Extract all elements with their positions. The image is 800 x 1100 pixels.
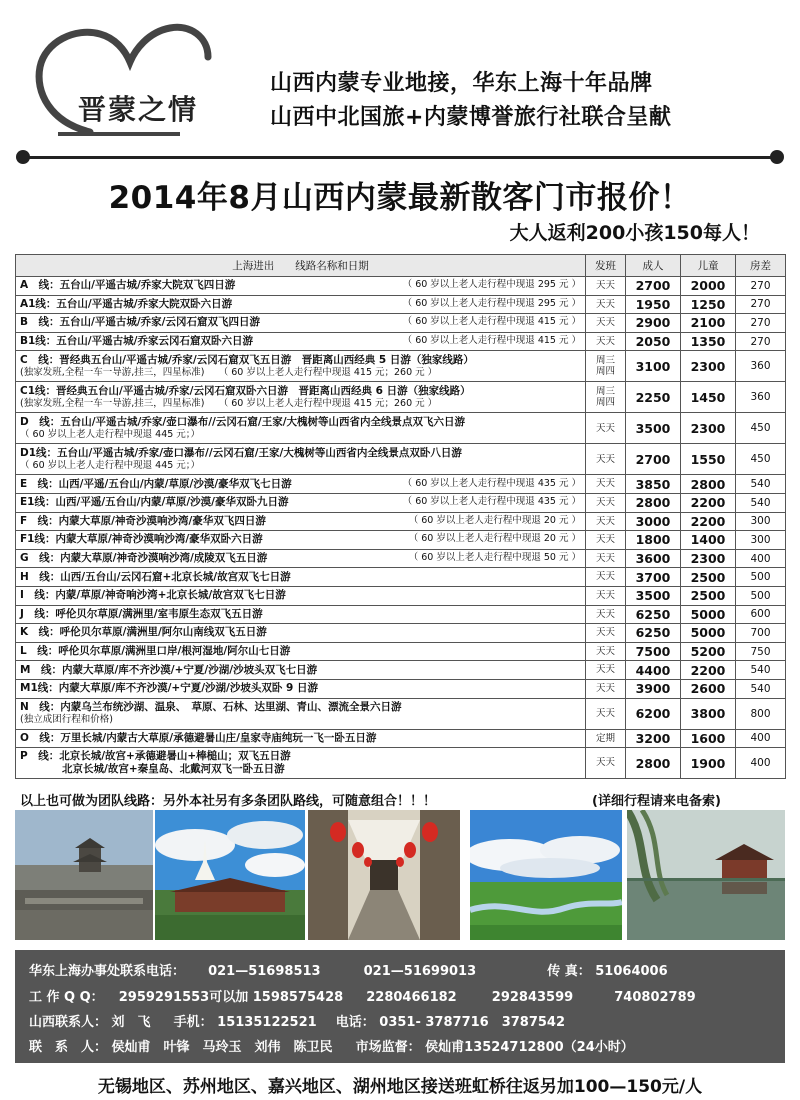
route-cell xyxy=(16,624,586,643)
child-price-cell: 5200 xyxy=(681,642,736,661)
route-cell xyxy=(16,568,586,587)
adult-price-cell: 3700 xyxy=(626,568,681,587)
table-row xyxy=(16,413,786,444)
shanxi-contact-label: 山西联系人： xyxy=(29,1015,108,1030)
table-header-row xyxy=(16,255,786,277)
route-name: J 线：呼伦贝尔草原/满洲里/室韦原生态双飞五日游 xyxy=(20,607,263,620)
supervise-label: 市场监督： xyxy=(355,1040,421,1055)
table-row xyxy=(16,332,786,351)
adult-price-cell: 3100 xyxy=(626,351,681,382)
route-cell xyxy=(16,444,586,475)
table-row xyxy=(16,661,786,680)
adult-price-cell: 2800 xyxy=(626,493,681,512)
child-price-cell: 2200 xyxy=(681,493,736,512)
table-row xyxy=(16,568,786,587)
header-adult: 成人 xyxy=(626,255,681,277)
adult-price-cell: 3000 xyxy=(626,512,681,531)
child-price-cell: 1900 xyxy=(681,748,736,779)
adult-price-cell: 1950 xyxy=(626,295,681,314)
departure-cell: 天天 xyxy=(586,568,626,587)
shanghai-phone-2[interactable]: 021—51699013 xyxy=(363,964,477,979)
route-cell xyxy=(16,475,586,494)
qq-number-1[interactable]: 2959291553可以加 1598575428 xyxy=(118,990,344,1005)
departure-cell: 天天 xyxy=(586,512,626,531)
room-diff-cell: 360 xyxy=(736,382,786,413)
route-cell xyxy=(16,314,586,333)
route-name: A 线：五台山/平遥古城/乔家大院双飞四日游 xyxy=(20,279,236,292)
table-row xyxy=(16,642,786,661)
child-price-cell: 2500 xyxy=(681,586,736,605)
route-name: O 线：万里长城/内蒙古大草原/承德避暑山庄/皇家寺庙纯玩一飞一卧五日游 xyxy=(20,731,377,744)
lake-pavilion-photo xyxy=(627,810,785,940)
adult-price-cell: 2700 xyxy=(626,277,681,296)
departure-cell: 天天 xyxy=(586,277,626,296)
child-price-cell: 2000 xyxy=(681,277,736,296)
route-cell xyxy=(16,549,586,568)
route-name: A1线：五台山/平遥古城/乔家大院双卧六日游 xyxy=(20,297,233,310)
route-note: （ 60 岁以上老人走行程中现退 435 元 ） xyxy=(402,496,581,508)
rebate-text: 大人返利200小孩150每人！ xyxy=(509,222,760,244)
route-name: C 线：晋经典五台山/平遥古城/乔家/云冈石窟双飞五日游 晋距离山西经典 5 日游（独家线路） xyxy=(20,353,474,366)
shuttle-note: 无锡地区、苏州地区、嘉兴地区、湖州地区接送班虹桥往返另加100—150元/人 xyxy=(97,1077,703,1097)
table-row xyxy=(16,444,786,475)
child-price-cell: 5000 xyxy=(681,624,736,643)
route-subtext: （ 60 岁以上老人走行程中现退 445 元；） xyxy=(20,460,201,471)
child-price-cell: 3800 xyxy=(681,698,736,729)
divider-dot-left xyxy=(16,150,30,164)
tagline-2: 山西中北国旅+内蒙博誉旅行社联合呈献 xyxy=(270,105,672,130)
shanxi-contact-name: 刘 飞 xyxy=(111,1015,151,1030)
room-diff-cell: 270 xyxy=(736,295,786,314)
route-cell xyxy=(16,493,586,512)
contacts-names: 侯灿甫 叶锋 马玲玉 刘伟 陈卫民 xyxy=(111,1040,333,1055)
departure-cell: 天天 xyxy=(586,444,626,475)
route-note: （ 60 岁以上老人走行程中现退 435 元 ） xyxy=(402,477,581,489)
logo-text: 晋蒙之情 xyxy=(78,93,199,126)
route-cell xyxy=(16,332,586,351)
route-cell xyxy=(16,698,586,729)
adult-price-cell: 2800 xyxy=(626,748,681,779)
adult-price-cell: 3600 xyxy=(626,549,681,568)
route-note: （ 60 岁以上老人走行程中现退 295 元 ） xyxy=(402,279,581,291)
child-price-cell: 2300 xyxy=(681,549,736,568)
room-diff-cell: 700 xyxy=(736,624,786,643)
adult-price-cell: 3500 xyxy=(626,413,681,444)
route-note: （ 60 岁以上老人走行程中现退 295 元 ） xyxy=(402,297,581,309)
contact-line-shanxi xyxy=(29,1011,565,1030)
route-name: B 线：五台山/平遥古城/乔家/云冈石窟双飞四日游 xyxy=(20,316,261,329)
ancient-city-wall-photo xyxy=(15,810,153,940)
departure-cell: 天天 xyxy=(586,475,626,494)
route-name: D1线：五台山/平遥古城/乔家/壶口瀑布//云冈石窟/王家/大槐树等山西省内全线景点双卧八日游 xyxy=(20,446,462,459)
route-note: （ 60 岁以上老人走行程中现退 50 元 ） xyxy=(408,551,581,563)
adult-price-cell: 3200 xyxy=(626,729,681,748)
table-row xyxy=(16,295,786,314)
header-child: 儿童 xyxy=(681,255,736,277)
room-diff-cell: 540 xyxy=(736,475,786,494)
table-row xyxy=(16,351,786,382)
departure-cell: 天天 xyxy=(586,748,626,779)
contact-line-shanghai xyxy=(29,960,668,979)
adult-price-cell: 4400 xyxy=(626,661,681,680)
departure-cell: 天天 xyxy=(586,679,626,698)
room-diff-cell: 540 xyxy=(736,661,786,680)
supervise-contact[interactable]: 侯灿甫13524712800（24小时） xyxy=(425,1040,634,1055)
table-row xyxy=(16,493,786,512)
table-row xyxy=(16,698,786,729)
shanghai-phone-label: 华东上海办事处联系电话： xyxy=(29,964,186,979)
route-name: C1线：晋经典五台山/平遥古城/乔家/云冈石窟双卧六日游 晋距离山西经典 6 日游（独家线路） xyxy=(20,384,471,397)
route-name: M 线：内蒙大草原/库不齐沙漠/+宁夏/沙湖/沙坡头双飞七日游 xyxy=(20,663,318,676)
courtyard-lanterns-photo xyxy=(308,810,460,940)
child-price-cell: 1550 xyxy=(681,444,736,475)
departure-cell: 周三 周四 xyxy=(586,351,626,382)
route-subtext: （ 60 岁以上老人走行程中现退 445 元；） xyxy=(20,429,201,440)
child-price-cell: 1350 xyxy=(681,332,736,351)
table-row xyxy=(16,549,786,568)
route-name: K 线：呼伦贝尔草原/满洲里/阿尔山南线双飞五日游 xyxy=(20,626,267,639)
departure-cell: 天天 xyxy=(586,413,626,444)
mobile-number[interactable]: 15135122521 xyxy=(217,1015,317,1030)
route-cell xyxy=(16,351,586,382)
qq-number-2[interactable]: 2280466182 xyxy=(366,990,457,1005)
table-row xyxy=(16,512,786,531)
route-note: （ 60 岁以上老人走行程中现退 20 元 ） xyxy=(408,514,581,526)
adult-price-cell: 3900 xyxy=(626,679,681,698)
departure-cell: 天天 xyxy=(586,314,626,333)
table-row xyxy=(16,605,786,624)
adult-price-cell: 3850 xyxy=(626,475,681,494)
route-name: I 线：内蒙/草原/神奇响沙湾+北京长城/故宫双飞七日游 xyxy=(20,589,286,602)
departure-cell: 天天 xyxy=(586,586,626,605)
price-table xyxy=(15,254,786,779)
room-diff-cell: 300 xyxy=(736,531,786,550)
tagline-1: 山西内蒙专业地接，华东上海十年品牌 xyxy=(270,71,653,96)
child-price-cell: 2300 xyxy=(681,413,736,444)
footnote xyxy=(20,790,721,809)
header-departure: 发班 xyxy=(586,255,626,277)
room-diff-cell: 270 xyxy=(736,277,786,296)
adult-price-cell: 2700 xyxy=(626,444,681,475)
room-diff-cell: 400 xyxy=(736,549,786,568)
table-row xyxy=(16,586,786,605)
contact-line-qq xyxy=(29,986,696,1005)
child-price-cell: 1600 xyxy=(681,729,736,748)
adult-price-cell: 6250 xyxy=(626,605,681,624)
room-diff-cell: 270 xyxy=(736,314,786,333)
table-body xyxy=(16,277,786,779)
room-diff-cell: 270 xyxy=(736,332,786,351)
fax-label: 传 真： xyxy=(547,964,591,979)
child-price-cell: 5000 xyxy=(681,605,736,624)
room-diff-cell: 600 xyxy=(736,605,786,624)
departure-cell: 天天 xyxy=(586,531,626,550)
room-diff-cell: 500 xyxy=(736,568,786,587)
route-name: E 线：山西/平遥/五台山/内蒙/草原/沙漠/豪华双飞七日游 xyxy=(20,477,292,490)
route-cell xyxy=(16,729,586,748)
photo-strip xyxy=(15,810,785,940)
tel-label: 电话： xyxy=(335,1015,375,1030)
qq-number-3[interactable]: 292843599 xyxy=(491,990,574,1005)
route-note: （ 60 岁以上老人走行程中现退 20 元 ） xyxy=(408,533,581,545)
route-name: H 线：山西/五台山/云冈石窟+北京长城/故宫双飞七日游 xyxy=(20,570,291,583)
grassland-river-photo xyxy=(470,810,622,940)
divider-dot-right xyxy=(770,150,784,164)
brand-logo xyxy=(30,22,260,137)
departure-cell: 天天 xyxy=(586,295,626,314)
route-note: （ 60 岁以上老人走行程中现退 415 元 ） xyxy=(402,335,581,347)
route-cell xyxy=(16,679,586,698)
route-name: P 线：北京长城/故宫+承德避暑山+棒槌山；双飞五日游 xyxy=(20,749,291,762)
adult-price-cell: 2250 xyxy=(626,382,681,413)
adult-price-cell: 1800 xyxy=(626,531,681,550)
table-row xyxy=(16,679,786,698)
child-price-cell: 1400 xyxy=(681,531,736,550)
adult-price-cell: 6200 xyxy=(626,698,681,729)
route-cell xyxy=(16,605,586,624)
qq-number-4[interactable]: 740802789 xyxy=(614,990,696,1005)
route-name: B1线：五台山/平遥古城/乔家云冈石窟双卧六日游 xyxy=(20,335,253,348)
route-cell xyxy=(16,512,586,531)
footnote-left: 以上也可做为团队线路：另外本社另有多条团队路线，可随意组合！！！ xyxy=(20,794,437,809)
route-name: G 线：内蒙大草原/神奇沙漠响沙湾/成陵双飞五日游 xyxy=(20,551,268,564)
departure-cell: 天天 xyxy=(586,642,626,661)
departure-cell: 周三 周四 xyxy=(586,382,626,413)
divider-rule xyxy=(20,156,780,159)
child-price-cell: 1450 xyxy=(681,382,736,413)
departure-cell: 天天 xyxy=(586,493,626,512)
departure-cell: 天天 xyxy=(586,605,626,624)
adult-price-cell: 2900 xyxy=(626,314,681,333)
table-row xyxy=(16,277,786,296)
route-cell xyxy=(16,642,586,661)
route-cell xyxy=(16,413,586,444)
route-subtext: (独家发班,全程一车一导游,挂三，四星标准) （ 60 岁以上老人走行程中现退 415 元；260 元 ） xyxy=(20,367,438,378)
room-diff-cell: 500 xyxy=(736,586,786,605)
contacts-label: 联 系 人： xyxy=(29,1040,108,1055)
page-title: 2014年8月山西内蒙最新散客门市报价！ xyxy=(108,180,692,216)
qq-label: 工 作 Q Q： xyxy=(29,990,104,1005)
mobile-label: 手机： xyxy=(173,1015,213,1030)
room-diff-cell: 750 xyxy=(736,642,786,661)
route-name: N 线：内蒙乌兰布统沙湖、温泉、 草原、石林、达里湖、青山、漂流全景六日游 xyxy=(20,701,402,713)
temple-white-stupa-photo xyxy=(155,810,305,940)
route-cell xyxy=(16,382,586,413)
room-diff-cell: 540 xyxy=(736,493,786,512)
room-diff-cell: 450 xyxy=(736,413,786,444)
departure-cell: 天天 xyxy=(586,661,626,680)
room-diff-cell: 400 xyxy=(736,748,786,779)
departure-cell: 天天 xyxy=(586,332,626,351)
route-name: L 线：呼伦贝尔草原/满洲里口岸/根河湿地/阿尔山七日游 xyxy=(20,644,291,657)
route-subtext: (独立成团行程和价格) xyxy=(20,714,113,726)
route-name-2: 北京长城/故宫+秦皇岛、北戴河双飞一卧五日游 xyxy=(20,763,285,776)
child-price-cell: 2600 xyxy=(681,679,736,698)
adult-price-cell: 7500 xyxy=(626,642,681,661)
adult-price-cell: 3500 xyxy=(626,586,681,605)
table-row xyxy=(16,382,786,413)
child-price-cell: 2300 xyxy=(681,351,736,382)
room-diff-cell: 450 xyxy=(736,444,786,475)
room-diff-cell: 400 xyxy=(736,729,786,748)
contact-panel xyxy=(15,950,785,1063)
child-price-cell: 2500 xyxy=(681,568,736,587)
child-price-cell: 1250 xyxy=(681,295,736,314)
child-price-cell: 2100 xyxy=(681,314,736,333)
route-cell xyxy=(16,531,586,550)
contact-line-people xyxy=(29,1036,634,1055)
departure-cell: 天天 xyxy=(586,698,626,729)
table-row xyxy=(16,748,786,779)
table-row xyxy=(16,531,786,550)
child-price-cell: 2200 xyxy=(681,661,736,680)
tel-number[interactable]: 0351- 3787716 3787542 xyxy=(379,1015,566,1030)
route-name: F 线：内蒙大草原/神奇沙漠响沙湾/豪华双飞四日游 xyxy=(20,514,266,527)
child-price-cell: 2200 xyxy=(681,512,736,531)
adult-price-cell: 2050 xyxy=(626,332,681,351)
fax-number[interactable]: 51064006 xyxy=(595,964,668,979)
table-row xyxy=(16,314,786,333)
shanghai-phone-1[interactable]: 021—51698513 xyxy=(208,964,321,979)
table-row xyxy=(16,729,786,748)
departure-cell: 天天 xyxy=(586,624,626,643)
route-note: （ 60 岁以上老人走行程中现退 415 元 ） xyxy=(402,316,581,328)
room-diff-cell: 360 xyxy=(736,351,786,382)
adult-price-cell: 6250 xyxy=(626,624,681,643)
route-cell xyxy=(16,586,586,605)
route-cell xyxy=(16,748,586,779)
route-cell xyxy=(16,277,586,296)
departure-cell: 天天 xyxy=(586,549,626,568)
route-cell xyxy=(16,661,586,680)
route-name: E1线：山西/平遥/五台山/内蒙/草原/沙漠/豪华双卧九日游 xyxy=(20,496,289,509)
room-diff-cell: 540 xyxy=(736,679,786,698)
header-room: 房差 xyxy=(736,255,786,277)
route-subtext: (独家发班,全程一车一导游,挂三，四星标准) （ 60 岁以上老人走行程中现退 415 元；260 元 ） xyxy=(20,398,438,409)
footnote-right: (详细行程请来电备索) xyxy=(592,794,721,809)
table-row xyxy=(16,624,786,643)
table-row xyxy=(16,475,786,494)
room-diff-cell: 300 xyxy=(736,512,786,531)
route-name: D 线：五台山/平遥古城/乔家/壶口瀑布//云冈石窟/王家/大槐树等山西省内全线景点双飞六日游 xyxy=(20,415,466,428)
header-route: 上海进出 线路名称和日期 xyxy=(16,255,586,277)
route-name: F1线：内蒙大草原/神奇沙漠响沙湾/豪华双卧六日游 xyxy=(20,533,263,546)
route-name: M1线：内蒙大草原/库不齐沙漠/+宁夏/沙湖/沙坡头双卧 9 日游 xyxy=(20,682,319,695)
child-price-cell: 2800 xyxy=(681,475,736,494)
departure-cell: 定期 xyxy=(586,729,626,748)
room-diff-cell: 800 xyxy=(736,698,786,729)
route-cell xyxy=(16,295,586,314)
